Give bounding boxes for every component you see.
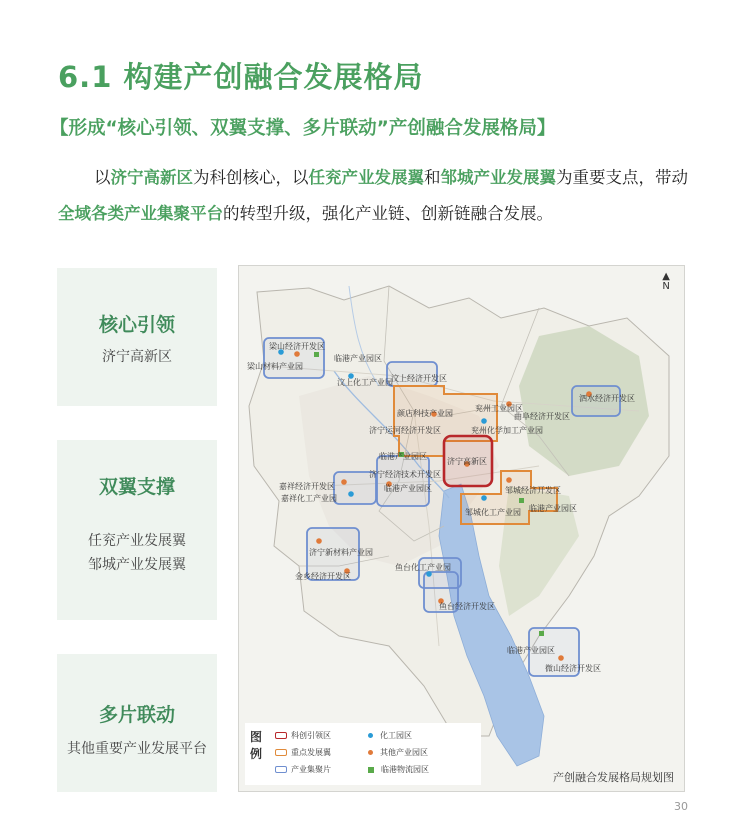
card-line: 济宁高新区 (102, 349, 172, 365)
port-park-dot (539, 631, 544, 636)
map-label: 梁山材料产业园 (247, 362, 303, 371)
map-label: 微山经济开发区 (545, 664, 601, 673)
planning-map (238, 265, 685, 792)
port-park-dot (519, 498, 524, 503)
map-label: 梁山经济开发区 (269, 342, 325, 351)
port-park-dot (314, 352, 319, 357)
card-line: 其他重要产业发展平台 (67, 741, 207, 757)
map-label: 嘉祥化工产业园 (281, 494, 337, 503)
map-label: 临港产业园区 (384, 484, 432, 493)
card-multi-linkage (57, 654, 217, 792)
map-label: 鱼台经济开发区 (439, 602, 495, 611)
page-title: 6.1 构建产创融合发展格局 (58, 60, 424, 94)
chem-park-dot (426, 571, 432, 577)
section-subtitle: 【形成“核心引领、双翼支撑、多片联动”产创融合发展格局】 (50, 118, 556, 139)
other-park-dot (506, 477, 512, 483)
map-label: 鱼台化工产业园 (395, 563, 451, 572)
chem-park-dot (348, 491, 354, 497)
intro-paragraph: 以济宁高新区为科创核心，以任兖产业发展翼和邹城产业发展翼为重要支点，带动全域各类产业集聚平台的转型升级，强化产业链、创新链融合发展。 (58, 168, 688, 223)
legend-item-port: 临港物流园区 (365, 765, 429, 775)
map-label: 济宁新材料产业园 (309, 548, 373, 557)
map-label: 济宁运河经济开发区 (369, 426, 441, 435)
highlight-wing-renyan: 任兖产业发展翼 (308, 168, 424, 187)
page-number: 30 (674, 800, 688, 813)
map-label: 金乡经济开发区 (295, 572, 351, 581)
legend-item-core: 科创引领区 (275, 731, 331, 741)
legend-item-wing: 重点发展翼 (275, 748, 331, 758)
map-label: 嘉祥经济开发区 (279, 482, 335, 491)
map-legend (245, 723, 481, 785)
card-heading: 核心引领 (98, 314, 175, 336)
map-label: 济宁高新区 (447, 457, 487, 466)
map-label: 颜店科技产业园 (397, 409, 453, 418)
legend-item-chem: 化工园区 (365, 731, 412, 741)
map-label: 临港产业园区 (507, 646, 555, 655)
card-core-lead (57, 268, 217, 406)
card-line: 任兖产业发展翼 (88, 533, 186, 549)
chem-park-dot (481, 495, 487, 501)
map-label: 济宁经济技术开发区 (369, 470, 441, 479)
other-park-dot (558, 655, 564, 661)
map-label: 临港产业园区 (529, 504, 577, 513)
north-arrow: ▲ N (662, 271, 670, 292)
other-park-dot (316, 538, 322, 544)
map-label: 临港产业园区 (334, 354, 382, 363)
other-park-dot (294, 351, 300, 357)
legend-item-cluster: 产业集聚片 (275, 765, 331, 775)
legend-item-other: 其他产业园区 (365, 748, 428, 758)
highlight-platforms: 全域各类产业集聚平台 (58, 204, 223, 223)
map-label: 邹城经济开发区 (505, 486, 561, 495)
highlight-wing-zoucheng: 邹城产业发展翼 (440, 168, 556, 187)
map-label: 兖州化学加工产业园 (471, 426, 543, 435)
map-label: 泗水经济开发区 (579, 394, 635, 403)
map-label: 临港产业园区 (379, 452, 427, 461)
map-label: 兖州工业园区 (475, 404, 523, 413)
map-label: 汶上经济开发区 (391, 374, 447, 383)
map-label: 曲阜经济开发区 (514, 412, 570, 421)
legend-heading: 图例 (250, 730, 263, 761)
card-line: 邹城产业发展翼 (88, 557, 186, 573)
card-heading: 双翼支撑 (98, 476, 175, 498)
map-label: 邹城化工产业园 (465, 508, 521, 517)
map-label: 汶上化工产业园 (337, 378, 393, 387)
map-title: 产创融合发展格局规划图 (553, 771, 674, 784)
other-park-dot (341, 479, 347, 485)
cluster-zone-jingkai (377, 456, 429, 506)
card-two-wings (57, 440, 217, 620)
highlight-core: 济宁高新区 (110, 168, 193, 187)
chem-park-dot (481, 418, 487, 424)
card-heading: 多片联动 (98, 704, 175, 726)
